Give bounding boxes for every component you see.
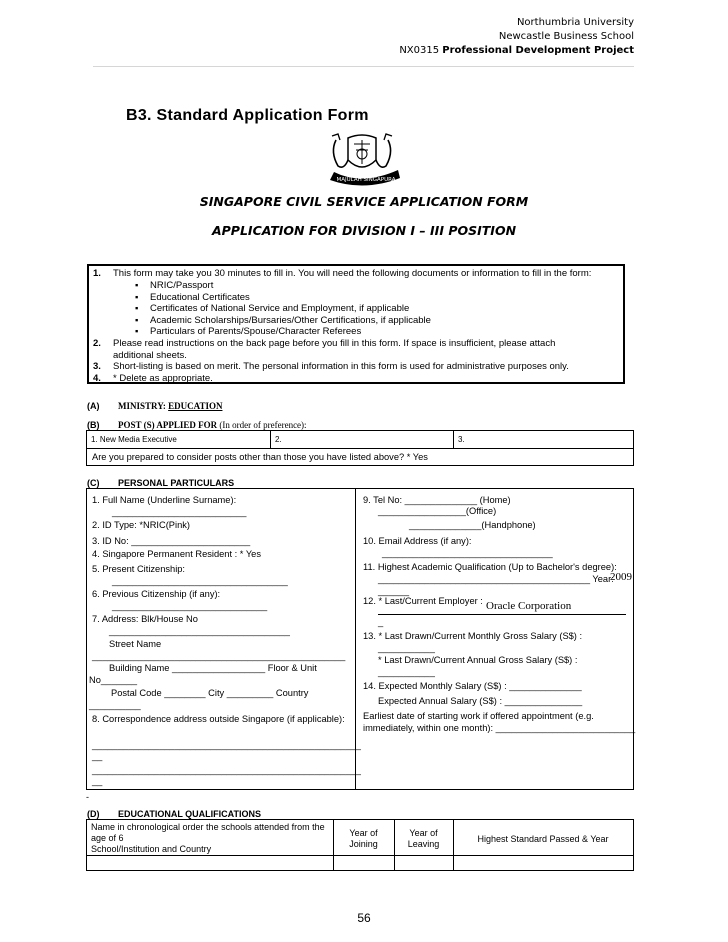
section-d-letter: (D)	[87, 809, 100, 819]
instruction-number: 2.	[93, 338, 101, 349]
instruction-bullet: Certificates of National Service and Employment, if applicable	[150, 303, 410, 315]
qualification-line-2[interactable]: ______	[378, 586, 410, 596]
street-name-line[interactable]: _________________________________________________	[92, 651, 346, 661]
table-divider	[453, 820, 454, 870]
employer-field[interactable]: 12. * Last/Current Employer :	[363, 596, 483, 606]
section-a-letter: (A)	[87, 401, 100, 411]
section-c-letter: (C)	[87, 478, 100, 488]
section-c-title: PERSONAL PARTICULARS	[118, 478, 235, 488]
university-name: Northumbria University	[516, 17, 634, 28]
overseas-address-line[interactable]: __	[92, 751, 103, 761]
present-citizenship-field[interactable]: 5. Present Citizenship:	[92, 564, 186, 574]
bullet-icon: ▪	[135, 303, 139, 315]
qualification-field[interactable]: 11. Highest Academic Qualification (Up to Bachelor's degree):	[363, 562, 617, 572]
post-1[interactable]: 1. New Media Executive	[91, 435, 177, 444]
page-number: 56	[357, 911, 371, 925]
building-field[interactable]: Building Name __________________ Floor & Unit	[109, 663, 317, 673]
bullet-icon: ▪	[135, 314, 139, 326]
table-divider	[453, 431, 454, 448]
address-field[interactable]: 7. Address: Blk/House No	[92, 614, 198, 624]
instruction-number: 4.	[93, 372, 101, 384]
previous-citizenship-line[interactable]: ______________________________	[112, 601, 268, 611]
bullet-icon: ▪	[135, 291, 139, 303]
table-divider	[87, 855, 633, 856]
tel-office-field[interactable]: _________________(Office)	[378, 506, 497, 516]
course-name: Professional Development Project	[442, 45, 634, 56]
school-name: Newcastle Business School	[498, 31, 634, 42]
full-name-field[interactable]: 1. Full Name (Underline Surname):	[92, 495, 237, 505]
employer-line	[378, 614, 626, 615]
start-date-line[interactable]: immediately, within one month): ___________________________	[363, 723, 636, 733]
section-a-line	[118, 401, 222, 411]
instruction-bullet: NRIC/Passport	[150, 280, 214, 291]
instruction-number: 3.	[93, 361, 101, 373]
bullet-icon: ▪	[135, 280, 139, 291]
posts-table	[86, 430, 634, 466]
instruction-bullet: Educational Certificates	[150, 291, 250, 303]
tel-home-field[interactable]: 9. Tel No: ______________ (Home)	[363, 495, 511, 505]
posts-label: POST (S) APPLIED FOR	[118, 420, 218, 430]
postal-field[interactable]: Postal Code ________ City _________ Country	[111, 688, 309, 698]
page-section-heading: B3. Standard Application Form	[126, 107, 369, 124]
crest-motto: MAJULAH SINGAPURA	[336, 177, 396, 183]
street-name-label: Street Name	[109, 639, 162, 649]
instruction-text: * Delete as appropriate.	[113, 372, 213, 384]
column-header-joining: Joining	[349, 839, 378, 849]
overseas-address-field[interactable]: 8. Correspondence address outside Singapore (if applicable):	[92, 714, 345, 724]
instruction-number: 1.	[93, 268, 101, 279]
full-name-line[interactable]: __________________________	[112, 507, 247, 517]
column-header-leaving: Leaving	[407, 839, 440, 849]
header-rule	[93, 66, 634, 67]
qualification-line[interactable]: _________________________________________ Year:	[378, 574, 614, 584]
column-header-school: age of 6	[91, 833, 124, 843]
column-header-school: School/Institution and Country	[91, 844, 212, 854]
annual-salary-line[interactable]: ___________	[378, 667, 435, 677]
country-line[interactable]: __________	[89, 700, 141, 710]
expected-annual-salary-field[interactable]: Expected Annual Salary (S$) : _______________	[378, 696, 583, 706]
id-no-field[interactable]: 3. ID No: _______________________	[92, 536, 251, 546]
instruction-text: This form may take you 30 minutes to fill in. You will need the following documents or information to fill in the form:	[113, 268, 592, 279]
column-header-school: Name in chronological order the schools attended from the	[91, 822, 325, 832]
qualification-year-value[interactable]: 2009	[610, 571, 632, 583]
course-code: NX0315	[399, 45, 440, 56]
ministry-value: EDUCATION	[168, 401, 223, 411]
column-header-leaving: Year of	[409, 828, 438, 838]
overseas-address-line[interactable]: ____________________________________________________	[92, 765, 361, 775]
address-line[interactable]: ___________________________________	[109, 626, 290, 636]
table-divider	[270, 431, 271, 448]
posts-note: (In order of preference):	[219, 420, 307, 430]
personal-particulars-table	[86, 488, 634, 790]
form-title: SINGAPORE CIVIL SERVICE APPLICATION FORM	[199, 194, 529, 209]
post-3[interactable]: 3.	[458, 435, 465, 444]
section-b-letter: (B)	[87, 420, 100, 430]
present-citizenship-line[interactable]: __________________________________	[112, 576, 288, 586]
singapore-crest-icon	[318, 130, 406, 190]
previous-citizenship-field[interactable]: 6. Previous Citizenship (if any):	[92, 589, 221, 599]
email-line[interactable]: _________________________________	[382, 548, 553, 558]
employer-line-2[interactable]: _	[378, 617, 384, 627]
expected-monthly-salary-field[interactable]: 14. Expected Monthly Salary (S$) : ______________	[363, 681, 582, 691]
unit-field[interactable]: No_______	[89, 675, 138, 685]
other-posts-question: Are you prepared to consider posts other than those you have listed above? * Yes	[92, 452, 428, 462]
pr-field[interactable]: 4. Singapore Permanent Resident : * Yes	[92, 549, 262, 559]
monthly-salary-field[interactable]: 13. * Last Drawn/Current Monthly Gross Salary (S$) :	[363, 631, 583, 641]
start-date-field[interactable]: Earliest date of starting work if offered appointment (e.g.	[363, 711, 594, 721]
overseas-address-line[interactable]: ____________________________________________________	[92, 740, 361, 750]
instruction-text: Short-listing is based on merit. The personal information in this form is used for administrative purposes only.	[113, 361, 569, 373]
monthly-salary-line[interactable]: ___________	[378, 643, 435, 653]
instruction-text: Please read instructions on the back page before you fill in this form. If space is insufficient, please attach	[113, 338, 556, 349]
email-field[interactable]: 10. Email Address (if any):	[363, 536, 472, 546]
annual-salary-field[interactable]: * Last Drawn/Current Annual Gross Salary (S$) :	[378, 655, 578, 665]
instruction-bullet: Particulars of Parents/Spouse/Character Referees	[150, 326, 362, 338]
form-subtitle: APPLICATION FOR DIVISION I – III POSITION	[211, 223, 517, 238]
course-line	[399, 44, 634, 58]
overseas-address-line[interactable]: __	[92, 776, 103, 786]
stray-mark: -	[86, 792, 89, 802]
instruction-text: additional sheets.	[113, 349, 187, 361]
bullet-icon: ▪	[135, 326, 139, 338]
employer-value[interactable]: Oracle Corporation	[486, 600, 572, 612]
column-header-highest-standard: Highest Standard Passed & Year	[477, 834, 609, 844]
instruction-bullet: Academic Scholarships/Bursaries/Other Certifications, if applicable	[150, 314, 431, 326]
column-header-joining: Year of	[349, 828, 378, 838]
id-type-field[interactable]: 2. ID Type: *NRIC(Pink)	[92, 520, 190, 530]
instructions-box	[87, 264, 625, 384]
table-divider	[87, 448, 633, 449]
tel-handphone-field[interactable]: ______________(Handphone)	[409, 520, 536, 530]
section-b-line	[118, 420, 307, 430]
ministry-label: MINISTRY:	[118, 401, 166, 411]
post-2[interactable]: 2.	[275, 435, 282, 444]
section-d-title: EDUCATIONAL QUALIFICATIONS	[118, 809, 261, 819]
education-table	[86, 819, 634, 871]
